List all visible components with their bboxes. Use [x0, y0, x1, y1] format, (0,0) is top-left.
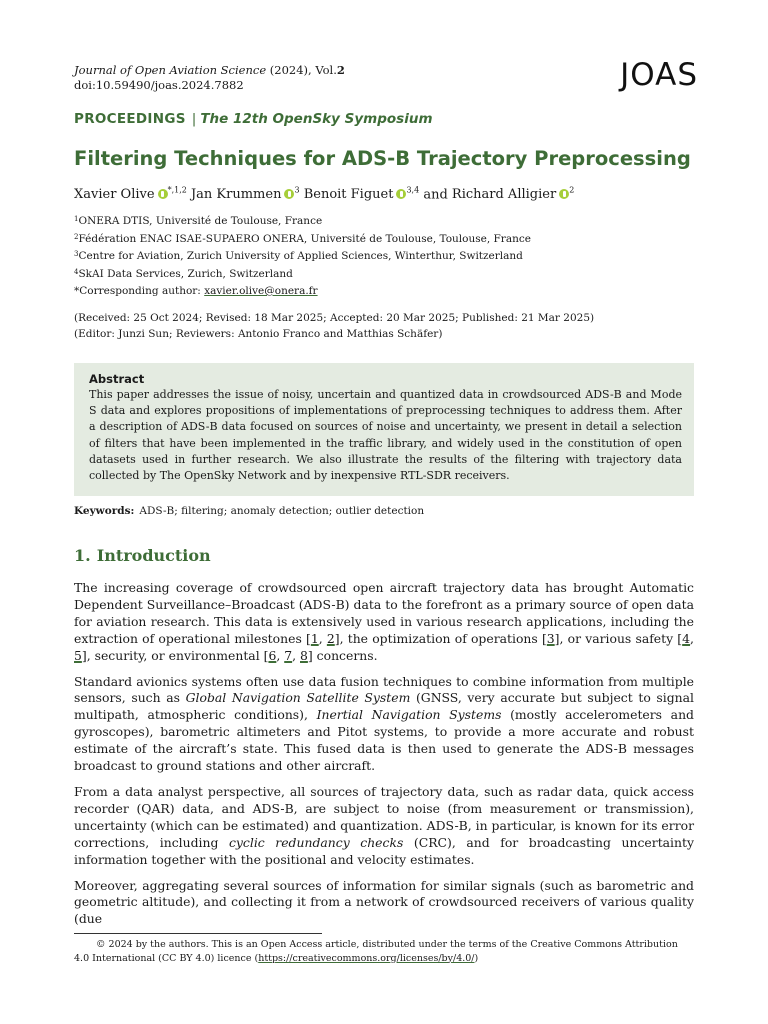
affiliations	[74, 212, 531, 300]
journal-volume: 2	[336, 63, 345, 77]
citation-link[interactable]: 5	[74, 647, 82, 663]
abstract-box	[74, 363, 694, 496]
author: Jan Krummen $^3$	[190, 186, 300, 203]
author-list: Xavier Olive $^{*,1,2}$ Jan Krummen $^3$ Benoit Figuet $^{3,4}$ and Richard Alligier $^2$	[74, 186, 575, 203]
license-link[interactable]: https://creativecommons.org/licenses/by/4.0/	[258, 952, 475, 964]
paper-title: Filtering Techniques for ADS-B Trajectory Preprocessing	[74, 147, 691, 170]
journal-logo: JOAS	[620, 57, 698, 93]
paragraph: Standard avionics systems often use data fusion techniques to combine information from multiple sensors, such as Global Navigation Satellite System (GNSS, very accurate but subject to signal multipath, atmospheric conditions), Inertial Navigation Systems (mostly accelerometers and gyroscopes), barometric altimeters and Pitot systems, to provide a more accurate and robust estimate of the aircraft’s state. This fused data is then used to generate the ADS-B messages broadcast to ground stations and other aircraft.	[74, 673, 695, 774]
citation-link[interactable]: 4	[682, 630, 691, 646]
paragraph: The increasing coverage of crowdsourced open aircraft trajectory data has brought Automatic Dependent Surveillance–Broadcast (ADS-B) data to the forefront as a primary source of open data for aviation research. This data is extensively used in various research applications, including the extraction of operational milestones [1, 2], the optimization of operations [3], or various safety [4, 5], security, or environmental [6, 7, 8] concerns.	[74, 580, 694, 663]
journal-name: Journal of Open Aviation Science	[74, 63, 267, 77]
abstract-text: This paper addresses the issue of noisy, uncertain and quantized data in crowdsourced ADS-B and Mode S data and explores propositions of implementations of preprocessing techniques to address them. After a description of ADS-B data focused on sources of noise and uncertainty, we present in detail a selection of filters that have been implemented in the traffic library, and widely used in the constitution of open datasets used in further research. We also illustrate the results of the filtering with trajectory data collected by The OpenSky Network and by inexpensive RTL-SDR receivers.	[89, 388, 682, 483]
doi[interactable]: doi:10.59490/joas.2024.7882	[74, 78, 244, 92]
journal-year: (2024), Vol.	[269, 63, 337, 77]
section-heading	[74, 546, 211, 565]
footnote-divider	[74, 933, 322, 934]
abstract-heading: Abstract	[89, 372, 145, 386]
editor-line: (Editor: Junzi Sun; Reviewers: Antonio Franco and Matthias Schäfer)	[74, 328, 443, 340]
citation-link[interactable]: 2	[326, 630, 335, 646]
orcid-icon[interactable]	[284, 189, 294, 199]
keywords-label: Keywords:	[74, 505, 135, 517]
author: Xavier Olive $^{*,1,2}$	[74, 186, 187, 203]
proceedings-event: The 12th OpenSky Symposium	[200, 111, 433, 127]
body-text	[74, 580, 694, 937]
citation-link[interactable]: 7	[284, 647, 293, 663]
proceedings-label: PROCEEDINGS	[74, 111, 186, 127]
corresponding-author: *Corresponding author: xavier.olive@onera.fr	[74, 285, 318, 297]
proceedings-separator: |	[191, 111, 197, 127]
citation-link[interactable]: 1	[310, 630, 319, 646]
proceedings-banner	[74, 111, 433, 127]
section-title: Introduction	[96, 546, 211, 565]
affiliation: $^2$Fédération ENAC ISAE-SUPAERO ONERA, Université de Toulouse, Toulouse, France	[74, 232, 531, 245]
orcid-icon[interactable]	[559, 189, 569, 199]
section-number: 1.	[74, 546, 91, 565]
affiliation: $^4$SkAI Data Services, Zurich, Switzerland	[74, 267, 293, 280]
citation-link[interactable]: 8	[300, 647, 308, 663]
citation-link[interactable]: 3	[546, 630, 555, 646]
author-email-link[interactable]: xavier.olive@onera.fr	[204, 285, 318, 297]
journal-header	[74, 63, 345, 93]
keywords-text: ADS-B; filtering; anomaly detection; outlier detection	[139, 505, 425, 517]
history-line: (Received: 25 Oct 2024; Revised: 18 Mar 2025; Accepted: 20 Mar 2025; Published: 21 Mar 2025)	[74, 312, 595, 324]
keywords	[74, 505, 424, 517]
paragraph: From a data analyst perspective, all sources of trajectory data, such as radar data, quick access recorder (QAR) data, and ADS-B, are subject to noise (from measurement or transmission), uncertainty (which can be estimated) and quantization. ADS-B, in particular, is known for its error corrections, including cyclic redundancy checks (CRC), and for broadcasting uncertainty information together with the positional and velocity estimates.	[74, 783, 694, 867]
author: Richard Alligier $^2$	[451, 186, 575, 203]
orcid-icon[interactable]	[158, 189, 168, 199]
license-footnote: © 2024 by the authors. This is an Open Access article, distributed under the terms of the Creative Commons Attribution 4.0 International (CC BY 4.0) licence (https://creativecommons.org/licenses/by/4.0/)	[74, 939, 678, 964]
affiliation: $^1$ONERA DTIS, Université de Toulouse, France	[74, 215, 323, 227]
author: Benoit Figuet $^{3,4}$	[303, 186, 420, 203]
publication-dates	[74, 310, 594, 342]
orcid-icon[interactable]	[396, 189, 406, 199]
paragraph: Moreover, aggregating several sources of information for similar signals (such as barometric and geometric altitude), and collecting it from a network of crowdsourced receivers of various quality (due	[74, 877, 694, 927]
citation-link[interactable]: 6	[268, 647, 277, 663]
affiliation: $^3$Centre for Aviation, Zurich University of Applied Sciences, Winterthur, Switzerland	[74, 250, 523, 262]
